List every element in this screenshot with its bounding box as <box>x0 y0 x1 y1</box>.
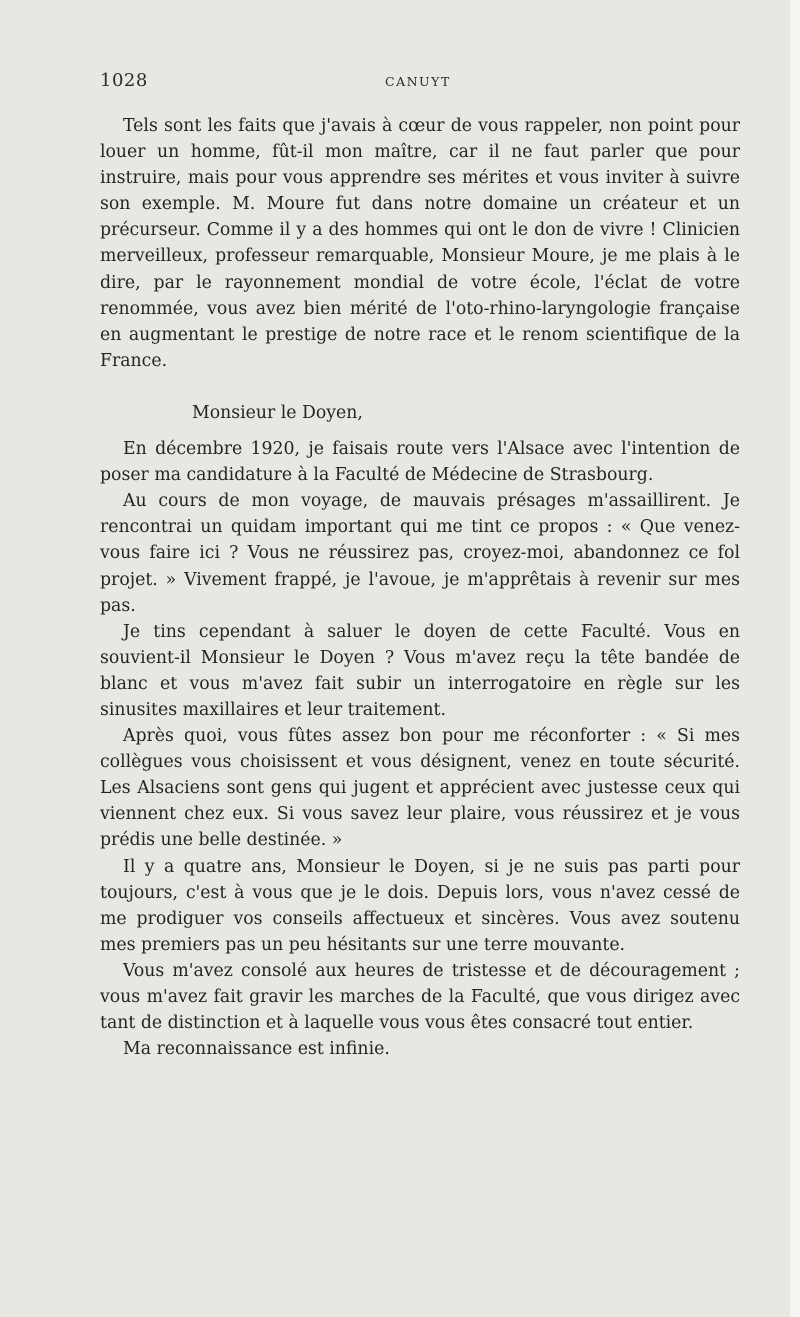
paragraph-consolation: Vous m'avez consolé aux heures de tristesse et de découragement ; vous m'avez fait gravir les marches de la Faculté, que vous dirigez avec tant de distinction et à laquelle vous vous êtes consacré tout entier. <box>100 960 740 1034</box>
page-number: 1028 <box>100 70 148 91</box>
running-title: CANUYT <box>385 74 451 89</box>
paragraph-gratitude: Ma reconnaissance est infinie. <box>123 1039 390 1060</box>
paragraph-dean-encouragement: Après quoi, vous fûtes assez bon pour me réconforter : « Si mes collègues vous choisissent et vous désignent, venez en toute sécurité. Les Alsaciens sont gens qui jugent et apprécient avec justesse ceux qui viennent chez eux. Si vous savez leur plaire, vous réussirez et je vous prédis une belle destinée. » <box>100 726 740 851</box>
paragraph-bad-omens: Au cours de mon voyage, de mauvais présages m'assaillirent. Je rencontrai un quidam important qui me tint ce propos : « Que venez-vous faire ici ? Vous ne réussirez pas, croyez-moi, abandonnez ce fol projet. » Vivement frappé, je l'avoue, je m'apprêtais à revenir sur mes pas. <box>100 491 740 616</box>
paragraph-four-years-ago: Il y a quatre ans, Monsieur le Doyen, si je ne suis pas parti pour toujours, c'est à vous que je le dois. Depuis lors, vous n'avez cessé de me prodiguer vos conseils affectueux et sincères. Vous avez soutenu mes premiers pas un peu hésitants sur une terre mouvante. <box>100 856 740 955</box>
salutation-monsieur-le-doyen: Monsieur le Doyen, <box>192 402 363 423</box>
paragraph-tribute-to-moure: Tels sont les faits que j'avais à cœur de vous rappeler, non point pour louer un homme, fût-il mon maître, car il ne faut parler que pour instruire, mais pour vous apprendre ses mérites et vous inviter à suivre son exemple. M. Moure fut dans notre domaine un créateur et un précurseur. Comme il y a des hommes qui ont le don de vivre ! Clinicien merveilleux, professeur remarquable, Monsieur Moure, je me plais à le dire, par le rayonnement mondial de votre école, l'éclat de votre renommée, vous avez bien mérité de l'oto-rhino-laryngologie française en augmentant le prestige de notre race et le renom scientifique de la France. <box>100 116 740 371</box>
paragraph-december-1920: En décembre 1920, je faisais route vers l'Alsace avec l'intention de poser ma candidature à la Faculté de Médecine de Strasbourg. <box>100 439 740 486</box>
body-text <box>100 113 740 1062</box>
running-header <box>100 70 740 94</box>
paragraph-visit-to-dean: Je tins cependant à saluer le doyen de cette Faculté. Vous en souvient-il Monsieur le Doyen ? Vous m'avez reçu la tête bandée de blanc et vous m'avez fait subir un interrogatoire en règle sur les sinusites maxillaires et leur traitement. <box>100 621 740 720</box>
